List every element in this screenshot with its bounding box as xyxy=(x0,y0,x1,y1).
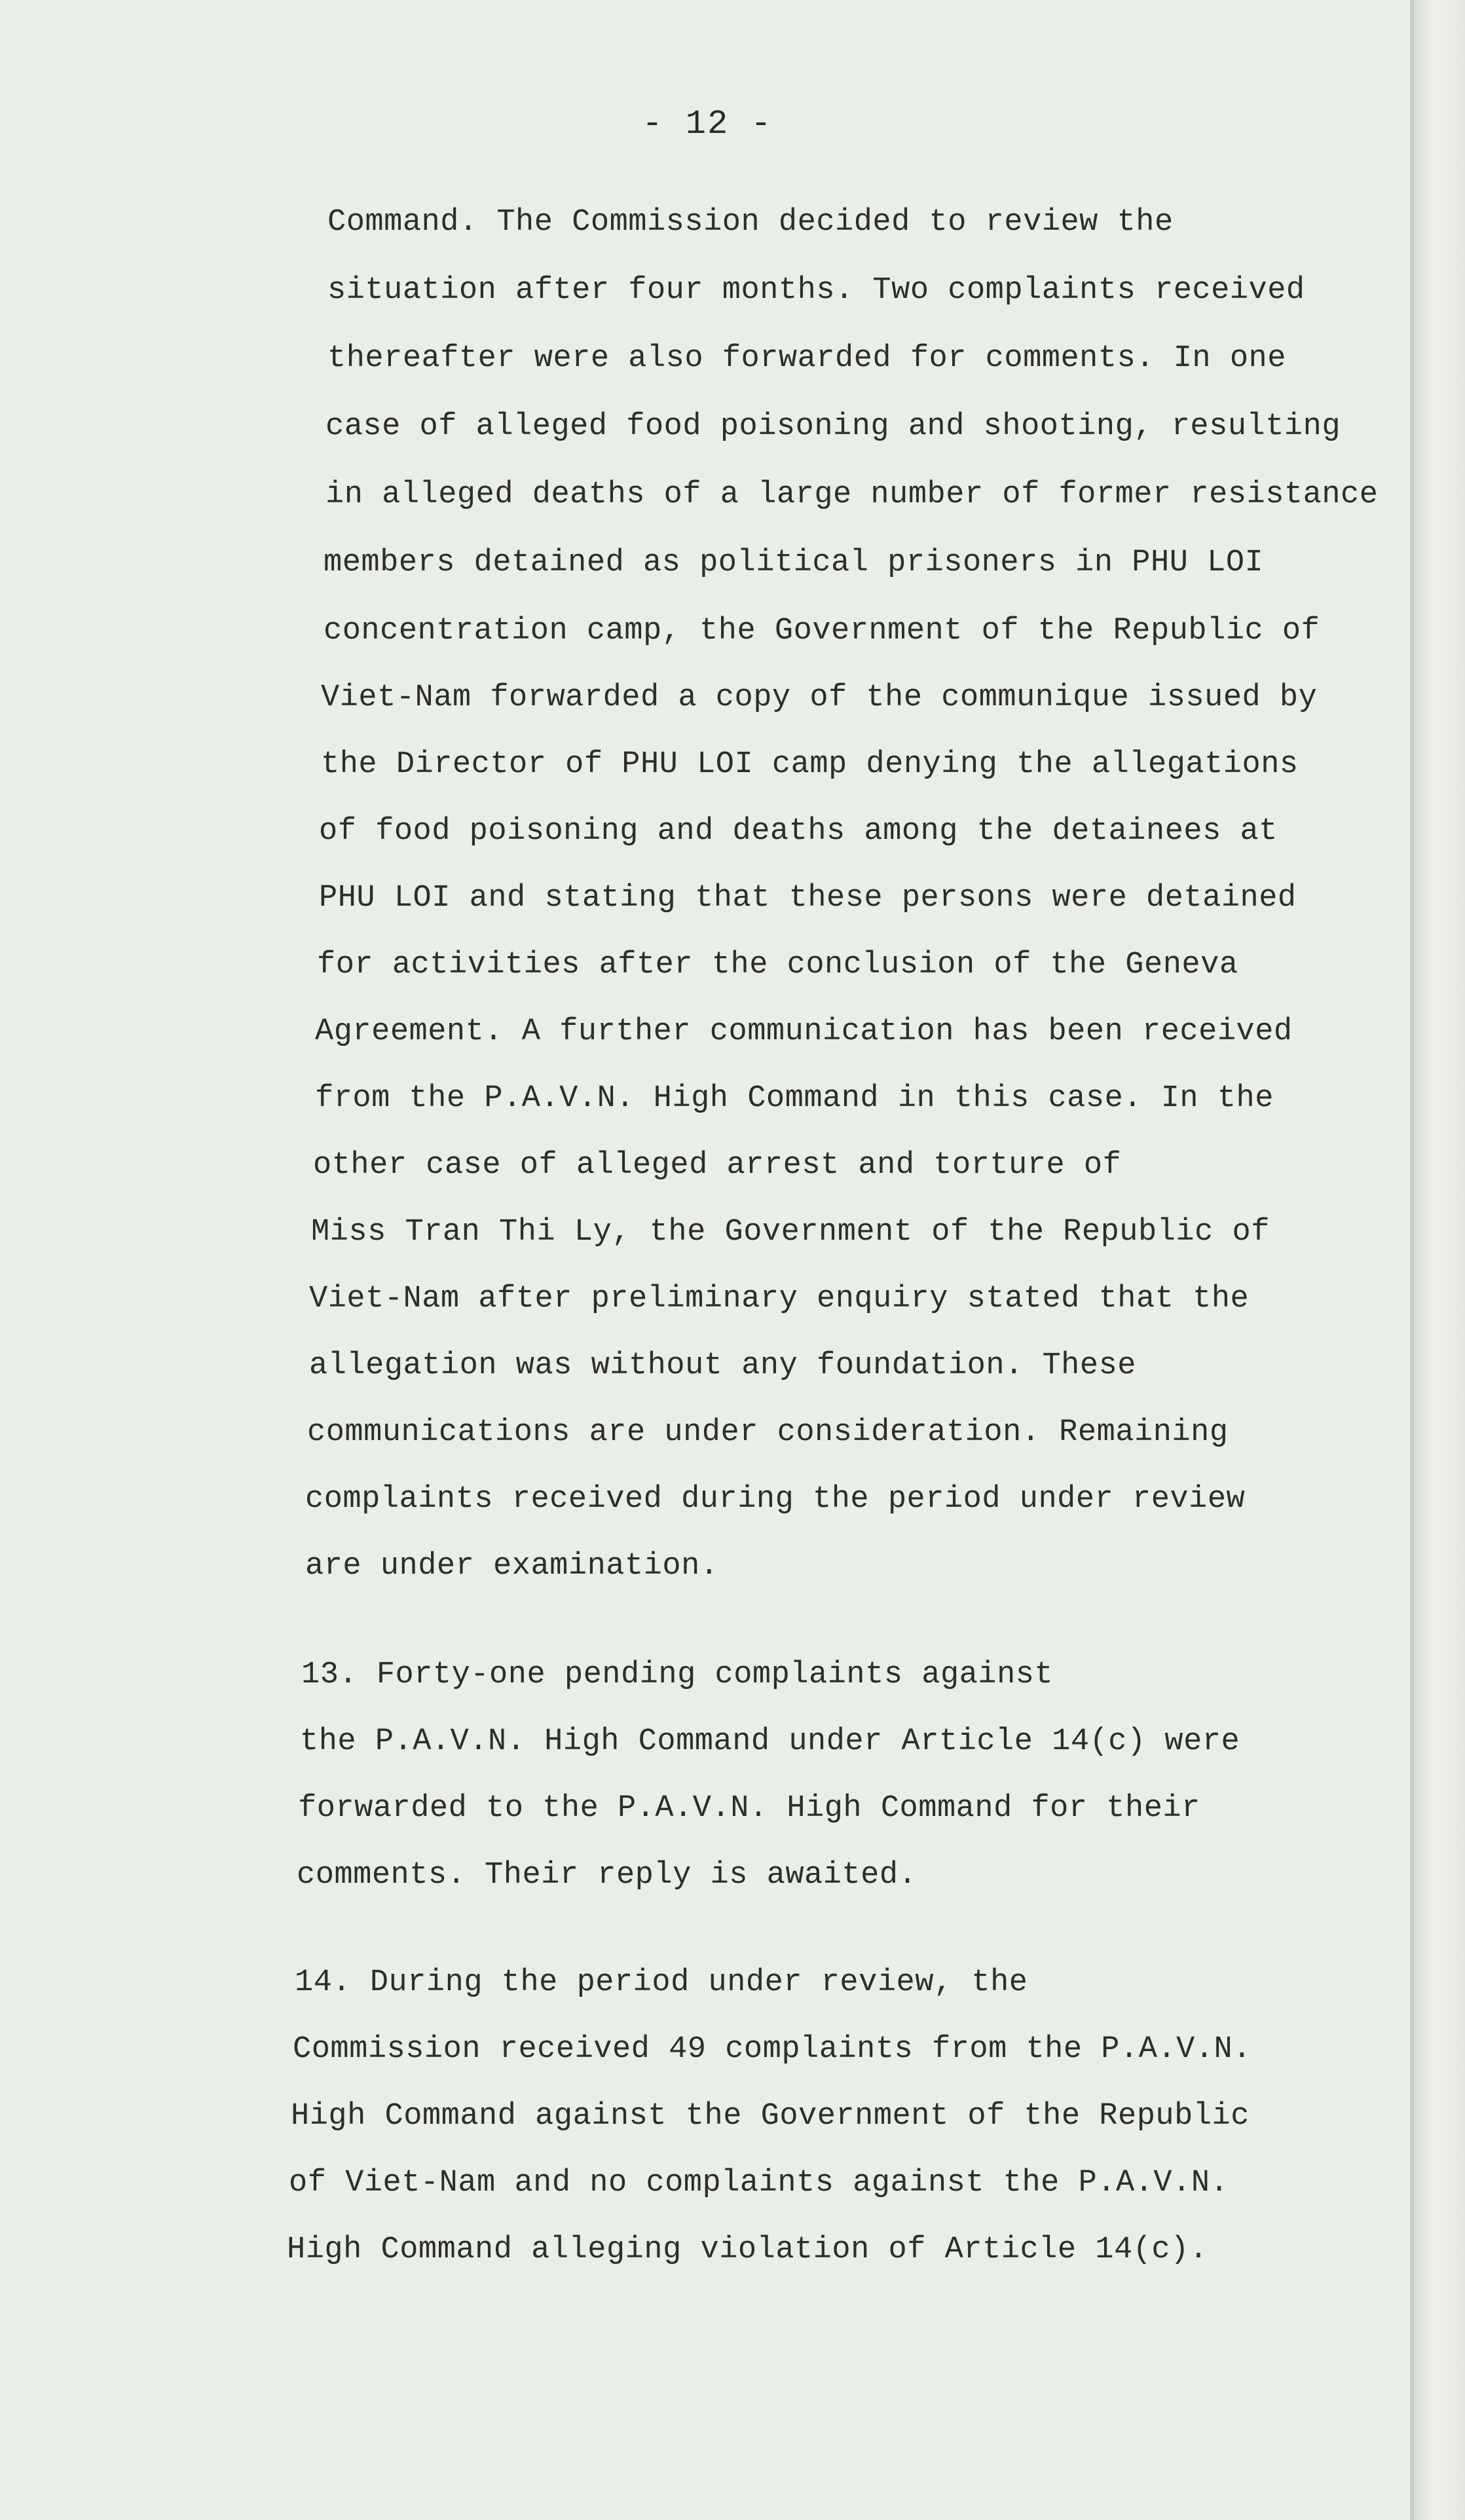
text-line: from the P.A.V.N. High Command in this case. In the xyxy=(315,1081,1274,1116)
text-line: the Director of PHU LOI camp denying the allegations xyxy=(321,747,1299,782)
paragraph-13-line: the P.A.V.N. High Command under Article 14(c) were xyxy=(300,1724,1240,1759)
paragraph-14-line: High Command alleging violation of Article 14(c). xyxy=(287,2233,1208,2267)
text-line: PHU LOI and stating that these persons were detained xyxy=(319,881,1297,916)
paragraph-13-line: 13. Forty-one pending complaints against xyxy=(301,1658,1054,1692)
paragraph-14-line: Commission received 49 complaints from the P.A.V.N. xyxy=(293,2032,1252,2067)
text-line: Viet-Nam forwarded a copy of the communique issued by xyxy=(321,680,1318,715)
page-edge xyxy=(1414,0,1465,2520)
text-line: Agreement. A further communication has been received xyxy=(315,1014,1293,1049)
paragraph-13-line: forwarded to the P.A.V.N. High Command for their xyxy=(298,1791,1200,1826)
text-line: Miss Tran Thi Ly, the Government of the Republic of xyxy=(311,1215,1270,1250)
text-line: for activities after the conclusion of the Geneva xyxy=(317,948,1238,982)
paragraph-14-line: of Viet-Nam and no complaints against the P.A.V.N. xyxy=(289,2166,1229,2200)
text-line: situation after four months. Two complaints received xyxy=(327,273,1305,308)
text-line: communications are under consideration. Remaining xyxy=(307,1415,1229,1450)
text-line: members detained as political prisoners in PHU LOI xyxy=(324,546,1264,580)
text-line: case of alleged food poisoning and shooting, resulting xyxy=(325,409,1341,444)
text-line: are under examination. xyxy=(305,1549,719,1584)
text-line: complaints received during the period under review xyxy=(305,1482,1246,1517)
paragraph-13-line: comments. Their reply is awaited. xyxy=(297,1858,918,1893)
text-line: in alleged deaths of a large number of former resistance xyxy=(325,477,1379,512)
paragraph-14-line: 14. During the period under review, the xyxy=(295,1965,1028,2000)
paragraph-14-line: High Command against the Government of the Republic xyxy=(291,2099,1250,2134)
text-line: concentration camp, the Government of the Republic of xyxy=(324,614,1320,648)
text-line: thereafter were also forwarded for comments. In one xyxy=(327,341,1286,376)
page-number: - 12 - xyxy=(642,105,773,143)
text-line: other case of alleged arrest and torture of xyxy=(313,1148,1122,1183)
text-line: of food poisoning and deaths among the detainees at xyxy=(319,814,1278,849)
text-line: allegation was without any foundation. These xyxy=(309,1348,1137,1383)
text-line: Command. The Commission decided to review the xyxy=(327,205,1174,240)
text-line: Viet-Nam after preliminary enquiry stated that the xyxy=(309,1282,1250,1316)
